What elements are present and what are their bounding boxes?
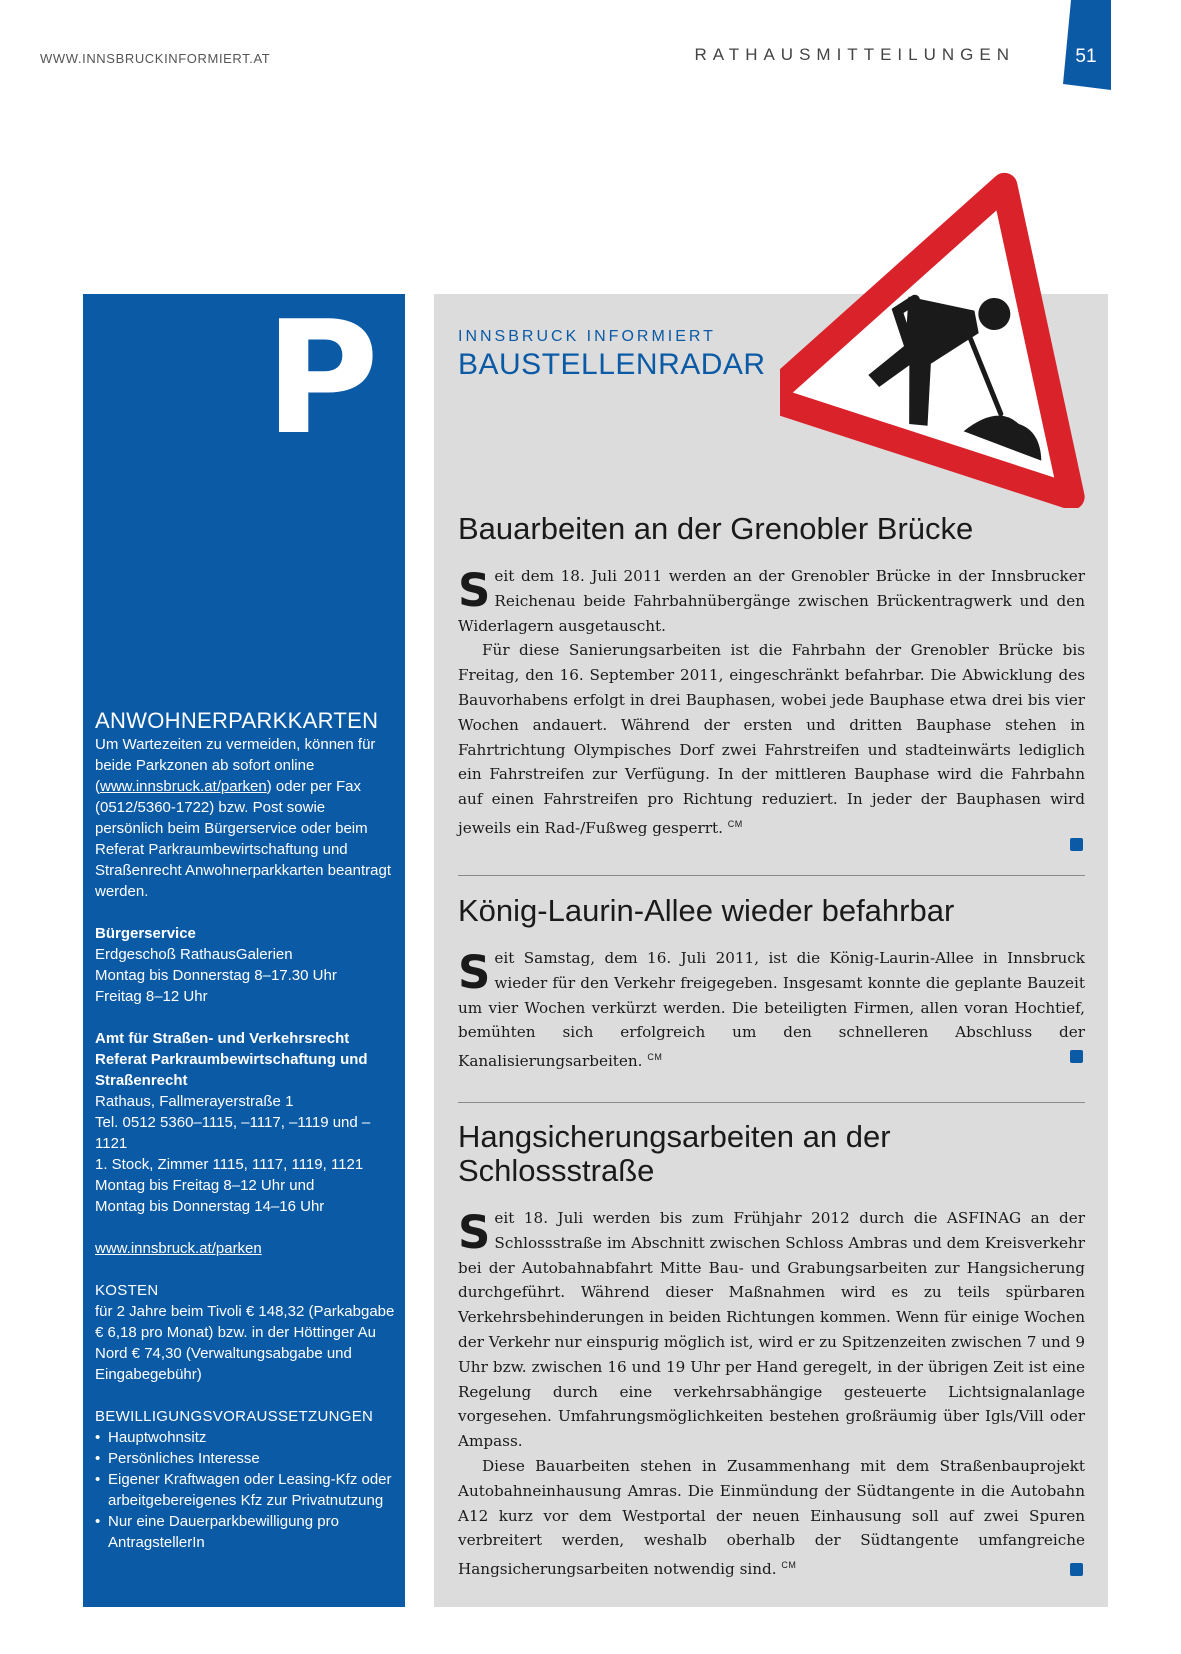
page-tab-shape: [1063, 0, 1111, 90]
article-body: [458, 946, 1085, 1074]
author-initials: CM: [781, 1560, 797, 1571]
article-paragraph: eit 18. Juli werden bis zum Frühjahr 2012 durch die ASFINAG an der Schlossstraße im Abschnitt zwischen Schloss Ambras und dem Kreisverkehr bei der Autobahnabfahrt Mitte Bau- und Grabungsarbeiten zur Hangsicherung durchgeführt. Während dieser Maßnahmen wird es zu teils spürbaren Verkehrsbehinderungen in beiden Richtungen kommen. Wenn für einige Wochen der Verkehr nur einspurig möglich ist, wird er zu Spitzenzeiten zwischen 7 und 9 Uhr bzw. zwischen 16 und 19 Uhr per Hand geregelt, in der übrigen Zeit ist eine Regelung durch eine verkehrsabhängige gesteuerte Lichtsignalanlage vorgesehen. Umfahrungsmöglichkeiten bestehen großräumig über Igls/Vill oder Ampass.: [458, 1209, 1085, 1451]
amt-line: Rathaus, Fallmerayerstraße 1: [95, 1093, 294, 1110]
sidebar-intro: [95, 734, 395, 902]
amt-line: Montag bis Freitag 8–12 Uhr und: [95, 1177, 315, 1194]
article-title: Bauarbeiten an der Grenobler Brücke: [458, 511, 974, 546]
amt-line: Montag bis Donnerstag 14–16 Uhr: [95, 1198, 325, 1215]
page-tab: [1063, 0, 1111, 90]
article-body: [458, 1206, 1085, 1582]
article-paragraph: Diese Bauarbeiten stehen in Zusammenhang mit dem Straßenbauprojekt Autobahneinhausung Amras. Die Einmündung der Südtangente in die Autobahn A12 kurz vor dem Westportal der neuen Einhausung soll auf zwei Spuren verbreitert werden, weshalb oberhalb der Südtangente umfangreiche Hangsicherungsarbeiten notwendig sind.: [458, 1456, 1085, 1579]
buergerservice-line: Freitag 8–12 Uhr: [95, 988, 208, 1005]
end-mark-icon: [1070, 838, 1083, 851]
sidebar-content: [95, 708, 395, 1553]
parking-icon: P: [264, 287, 379, 469]
buergerservice-title: Bürgerservice: [95, 925, 196, 942]
site-url: WWW.INNSBRUCKINFORMIERT.AT: [40, 51, 271, 66]
intro-text-end: ) oder per Fax (0512/5360-1722) bzw. Post sowie persönlich beim Bürgerservice oder beim Referat Parkraumbewirtschaftung und Straßenrecht Anwohnerparkkarten beantragt werden.: [95, 778, 392, 900]
article-koenig-laurin-allee: [458, 894, 1085, 1074]
bewilligung-list: [95, 1427, 395, 1553]
list-item: • Nur eine Dauerparkbewilligung pro AntragstellerIn: [95, 1511, 395, 1553]
article-body: [458, 564, 1085, 841]
end-mark-icon: [1070, 1563, 1083, 1576]
kosten-text: für 2 Jahre beim Tivoli € 148,32 (Parkabgabe € 6,18 pro Monat) bzw. in der Höttinger Au Nord € 74,30 (Verwaltungsabgabe und Eingabegebühr): [95, 1303, 395, 1383]
dropcap: S: [458, 564, 491, 617]
parking-sidebar: [83, 287, 405, 1607]
article-title: Hangsicherungsarbeiten an der Schlossstraße: [458, 1119, 891, 1188]
article-paragraph: eit dem 18. Juli 2011 werden an der Grenobler Brücke in der Innsbrucker Reichenau beide Fahrbahnübergänge zwischen Brückentragwerk und den Widerlagern ausgetauscht.: [458, 567, 1085, 635]
article-hangsicherung: [458, 1120, 1085, 1582]
author-initials: CM: [647, 1052, 663, 1063]
section-title: RATHAUSMITTEILUNGEN: [694, 45, 1015, 64]
author-initials: CM: [727, 818, 743, 829]
construction-sign-graphic: [780, 138, 1130, 508]
intro-text-start: Um Wartezeiten zu vermeiden, können für beide Parkzonen ab sofort online (: [95, 736, 376, 795]
list-item: • Hauptwohnsitz: [95, 1427, 395, 1448]
end-mark-icon: [1070, 1050, 1083, 1063]
list-item: • Eigener Kraftwagen oder Leasing-Kfz oder arbeitgebereigenes Kfz zur Privatnutzung: [95, 1469, 395, 1511]
bewilligung-title: BEWILLIGUNGSVORAUSSETZUNGEN: [95, 1408, 374, 1425]
parken-link[interactable]: www.innsbruck.at/parken: [95, 1240, 262, 1257]
article-divider: [458, 1102, 1085, 1103]
article-divider: [458, 875, 1085, 876]
panel-kicker: INNSBRUCK INFORMIERT: [458, 328, 716, 345]
intro-link[interactable]: www.innsbruck.at/parken: [100, 778, 267, 795]
construction-sign-icon: [780, 138, 1130, 508]
buergerservice-line: Erdgeschoß RathausGalerien: [95, 946, 293, 963]
panel-title: BAUSTELLENRADAR: [458, 348, 766, 381]
article-paragraph: eit Samstag, dem 16. Juli 2011, ist die König-Laurin-Allee in Innsbruck wieder für den Verkehr freigegeben. Insgesamt konnte die geplante Bauzeit um vier Wochen verkürzt werden. Die beteiligten Firmen, allen voran Hochtief, bemühten sich erfolgreich um den schnelleren Abschluss der Kanalisierungsarbeiten.: [458, 949, 1085, 1071]
sidebar-heading: ANWOHNERPARKKARTEN: [95, 708, 379, 733]
dropcap: S: [458, 946, 491, 999]
amt-line: 1. Stock, Zimmer 1115, 1117, 1119, 1121: [95, 1156, 364, 1173]
buergerservice-line: Montag bis Donnerstag 8–17.30 Uhr: [95, 967, 337, 984]
page-number: 51: [1075, 46, 1097, 67]
kosten-title: KOSTEN: [95, 1282, 159, 1299]
article-title: König-Laurin-Allee wieder befahrbar: [458, 893, 955, 928]
article-paragraph: Für diese Sanierungsarbeiten ist die Fahrbahn der Grenobler Brücke bis Freitag, den 16. September 2011, eingeschränkt befahrbar. Die Abwicklung des Bauvorhabens erfolgt in drei Bauphasen, wobei jede Bauphase etwa drei bis vier Wochen andauert. Während der ersten und dritten Bauphase stehen in Fahrtrichtung Olympisches Dorf zwei Fahrstreifen und stadteinwärts lediglich ein Fahrstreifen zur Verfügung. In der mittleren Bauphase wird die Fahrbahn auf einen Fahrstreifen pro Richtung reduziert. In jeder der Bauphasen wird jeweils ein Rad-/Fußweg gesperrt.: [458, 641, 1085, 838]
list-item: • Persönliches Interesse: [95, 1448, 395, 1469]
dropcap: S: [458, 1206, 491, 1259]
amt-title: Amt für Straßen- und Verkehrsrecht Referat Parkraumbewirtschaftung und Straßenrecht: [95, 1030, 368, 1089]
amt-line: Tel. 0512 5360–1115, –1117, –1119 und –1121: [95, 1114, 371, 1152]
article-grenobler-bruecke: [458, 512, 1085, 841]
